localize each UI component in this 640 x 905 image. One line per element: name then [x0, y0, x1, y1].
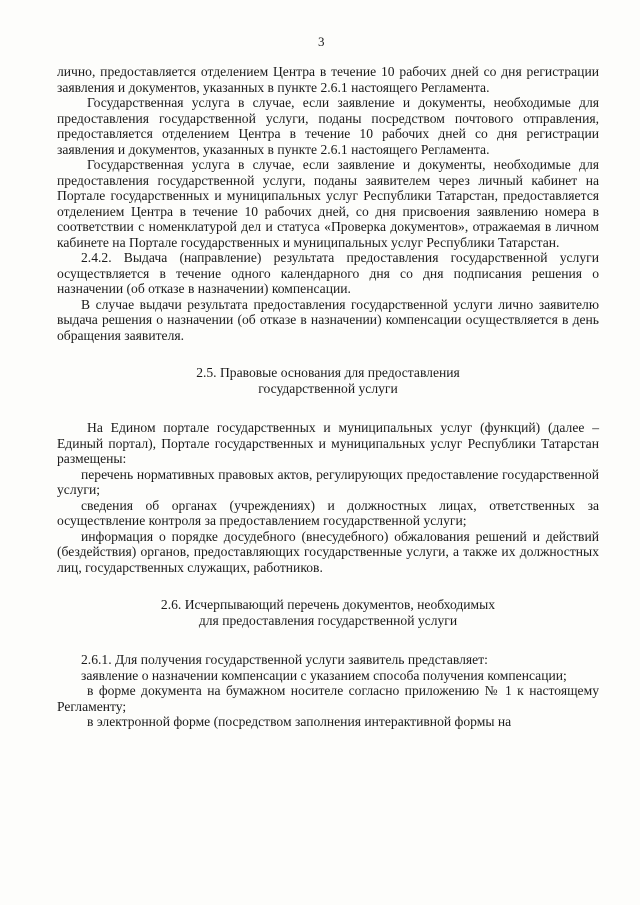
paragraph: перечень нормативных правовых актов, регулирующих предоставление государственной услуги; — [57, 466, 599, 497]
paragraph: информация о порядке досудебного (внесудебного) обжалования решений и действий (бездействия) органов, предоставляющих государственные услуги, а также их должностных лиц, государственных служащих, работников. — [57, 528, 599, 575]
page-number: 3 — [318, 34, 325, 49]
paragraph: 2.4.2. Выдача (направление) результата предоставления государственной услуги осуществляется в течение одного календарного дня со дня подписания решения о назначении (об отказе в назначении) компенсации. — [57, 250, 599, 296]
heading-line: 2.5. Правовые основания для предоставления — [196, 365, 460, 380]
paragraph: лично, предоставляется отделением Центра в течение 10 рабочих дней со дня регистрации заявления и документов, указанных в пункте 2.6.1 настоящего Регламента. — [57, 64, 599, 95]
heading-line: 2.6. Исчерпывающий перечень документов, необходимых — [160, 597, 496, 612]
paragraph: в форме документа на бумажном носителе согласно приложению № 1 к настоящему Регламенту; — [57, 683, 599, 714]
paragraph: в электронной форме (посредством заполнения интерактивной формы на — [87, 714, 512, 729]
paragraph: Государственная услуга в случае, если заявление и документы, необходимые для предоставления государственной услуги, поданы заявителем через личный кабинет на Портале государственных и муниципальных услуг Республики Татарстан, предоставляется отделением Центра в течение 10 рабочих дней, со дня присвоения заявлению номера в соответствии с номенклатурой дел и статуса «Проверка документов», отражаемая в личном кабинете на Портале государственных и муниципальных услуг Республики Татарстан. — [57, 157, 599, 250]
paragraph: заявление о назначении компенсации с указанием способа получения компенсации; — [81, 667, 567, 683]
paragraph: сведения об органах (учреждениях) и должностных лицах, ответственных за осуществление контроля за предоставлением государственной услуги; — [57, 497, 599, 528]
paragraph: В случае выдачи результата предоставления государственной услуги лично заявителю выдача решения о назначении (об отказе в назначении) компенсации осуществляется в день обращения заявителя. — [57, 296, 599, 343]
section-heading-2-5 — [57, 365, 599, 396]
paragraph: Государственная услуга в случае, если заявление и документы, необходимые для предоставления государственной услуги, поданы посредством почтового отправления, предоставляется отделением Центра в течение 10 рабочих дней со дня регистрации заявления и документов, указанных в пункте 2.6.1 настоящего Регламента. — [57, 95, 599, 157]
heading-line: государственной услуги — [258, 380, 398, 396]
heading-line: для предоставления государственной услуги — [198, 612, 458, 628]
paragraph: 2.6.1. Для получения государственной услуги заявитель представляет: — [81, 652, 488, 667]
paragraph: На Едином портале государственных и муниципальных услуг (функций) (далее – Единый портал), Портале государственных и муниципальных услуг Республики Татарстан размещены: — [57, 420, 599, 466]
section-heading-2-6 — [57, 597, 599, 628]
document-body — [57, 64, 599, 730]
